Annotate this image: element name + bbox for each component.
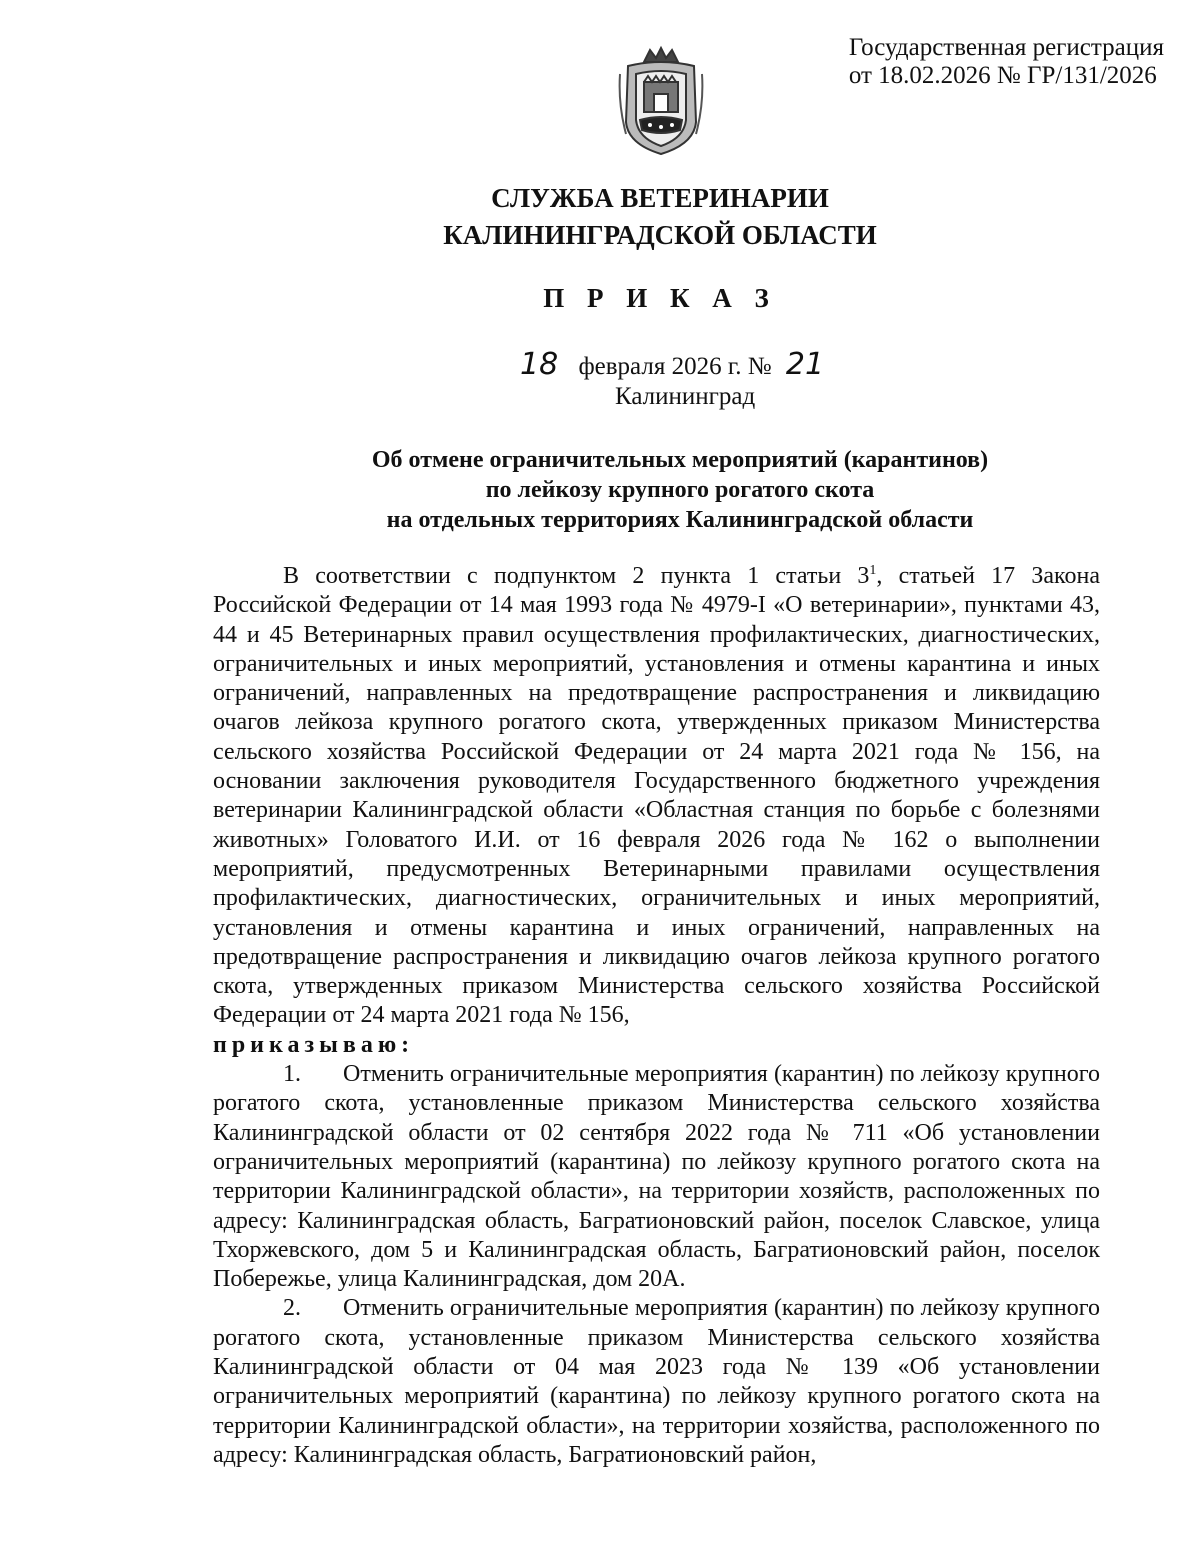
directive-word: приказываю: [213,1031,415,1058]
subject-line-3: на отдельных территориях Калининградской области [386,507,974,533]
order-date-text: февраля 2026 г. № [578,353,772,380]
preamble-text-a: В соответствии с подпунктом 2 пункта 1 статьи 3 [283,563,870,589]
order-item-text: Отменить ограничительные мероприятия (карантин) по лейкозу крупного рогатого скота, установленные приказом Министерства сельского хозяйства Калининградской области от 04 мая 2023 года № 139 «Об установлении ограничительных мероприятий (карантина) по лейкозу крупного рогатого скота на территории Калининградской области», на территории хозяйства, расположенного по адресу: Калининградская область, Багратионовский район, [213,1295,1100,1468]
handwritten-day: 18 [520,347,559,382]
subject-line-2: по лейкозу крупного рогатого скота [485,477,875,503]
preamble-text-b: , статьей 17 Закона Российской Федерации от 14 мая 1993 года № 4979-I «О ветеринарии», пунктами 43, 44 и 45 Ветеринарных правил осуществления профилактических, диагностических, ограничительных и иных мероприятий, установления и отмены карантина и иных ограничений, направленных на предотвращение распространения и ликвидацию очагов лейкоза крупного рогатого скота, утвержденных приказом Министерства сельского хозяйства Российской Федерации от 24 марта 2021 года № 156, на основании заключения руководителя Государственного бюджетного учреждения ветеринарии Калининградской области «Областная станция по борьбе с болезнями животных» Головатого И.И. от 16 февраля 2026 года № 162 о выполнении мероприятий, предусмотренных Ветеринарными правилами осуществления профилактических, диагностических, ограничительных и иных мероприятий, установления и отмены карантина и иных ограничений, направленных на предотвращение распространения и ликвидацию очагов лейкоза крупного рогатого скота, утвержденных приказом Министерства сельского хозяйства Российской Федерации от 24 марта 2021 года № 156, [213,563,1100,1029]
order-title: П Р И К А З [543,283,777,313]
agency-line-2: КАЛИНИНГРАДСКОЙ ОБЛАСТИ [443,220,877,250]
preamble-paragraph [213,562,1100,1031]
handwritten-order-number: 21 [785,347,825,382]
directive-paragraph [213,1031,1100,1060]
order-dateline [520,347,825,382]
registration-line-2: от 18.02.2026 № ГР/131/2026 [848,62,1157,89]
agency-line-1: СЛУЖБА ВЕТЕРИНАРИИ [491,183,829,213]
registration-stamp [849,34,1164,90]
order-item-1 [213,1060,1100,1294]
preamble-superscript: 1 [869,563,877,578]
order-item-text: Отменить ограничительные мероприятия (карантин) по лейкозу крупного рогатого скота, установленные приказом Министерства сельского хозяйства Калининградской области от 02 сентября 2022 года № 711 «Об установлении ограничительных мероприятий (карантина) по лейкозу крупного рогатого скота на территории Калининградской области», на территории хозяйств, расположенных по адресу: Калининградская область, Багратионовский район, поселок Славское, улица Тхоржевского, дом 5 и Калининградская область, Багратионовский район, поселок Побережье, улица Калининградская, дом 20А. [213,1061,1100,1293]
subject-line-1: Об отмене ограничительных мероприятий (карантинов) [371,447,989,473]
order-item-number: 1. [283,1061,301,1088]
registration-line-1: Государственная регистрация [848,34,1164,61]
coat-of-arms-emblem [614,44,708,158]
order-city: Калининград [615,383,756,410]
order-item-2 [213,1294,1100,1470]
order-body [213,562,1100,1470]
agency-name [300,180,1020,254]
order-subject [300,445,1060,535]
order-item-number: 2. [283,1295,301,1322]
